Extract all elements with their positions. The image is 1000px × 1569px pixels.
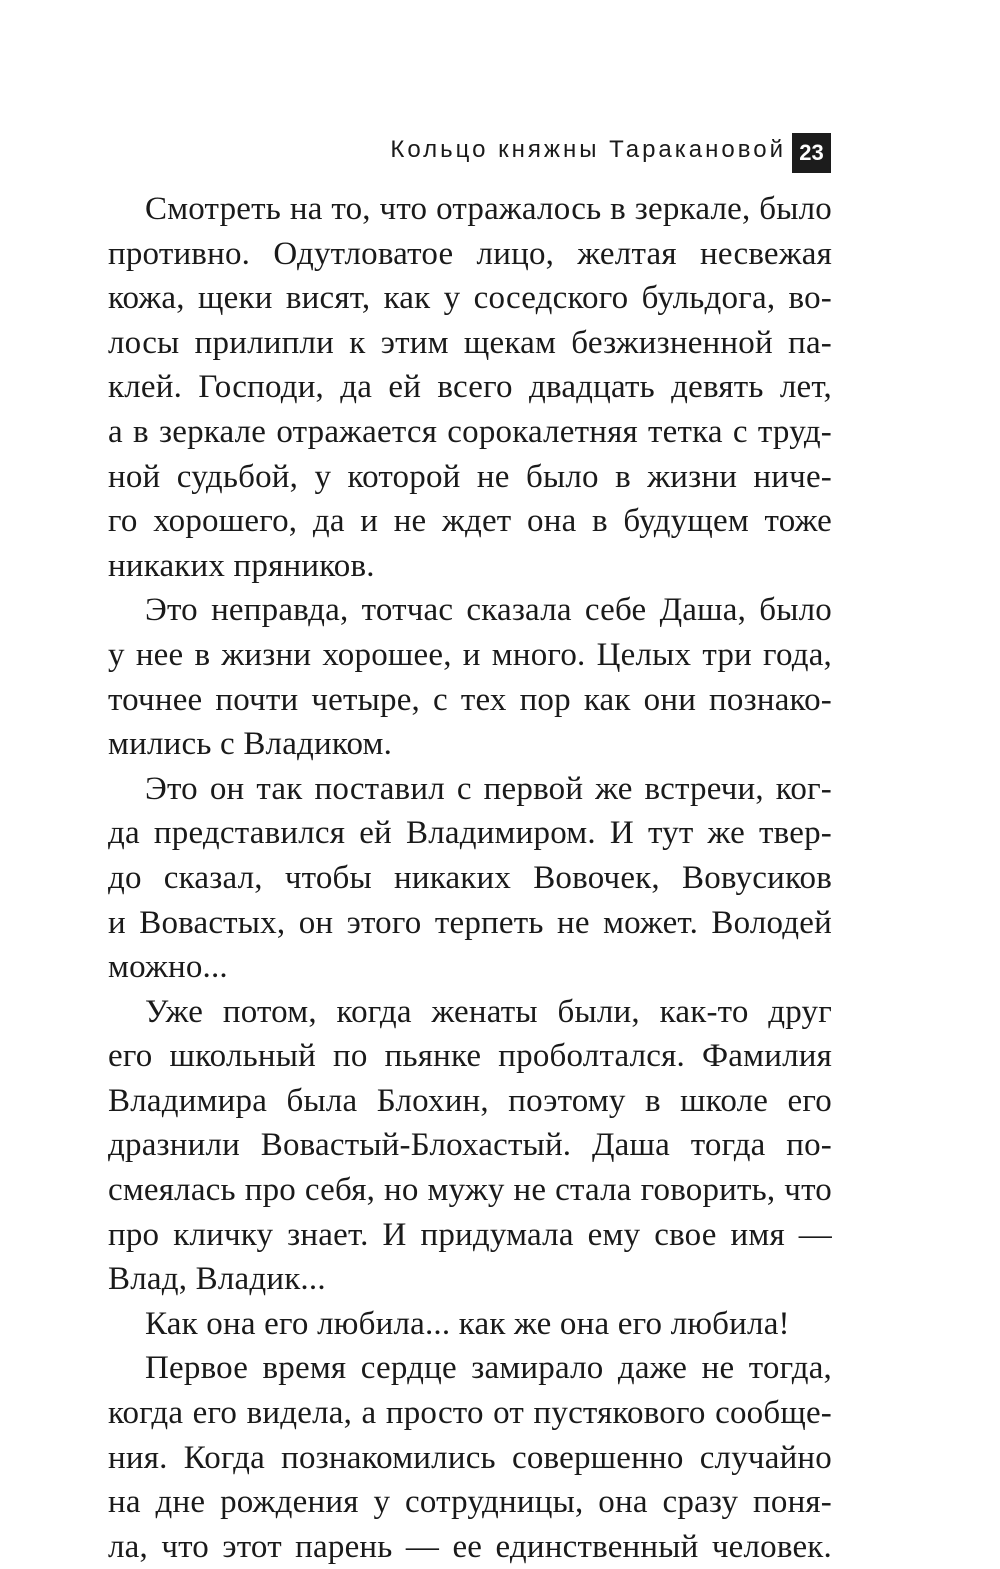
text-line: смеялась про себя, но мужу не стала говорить, что (108, 1172, 832, 1209)
paragraph (108, 588, 832, 766)
text-line: Это неправда, тотчас сказала себе Даша, было (145, 592, 832, 629)
text-line: мились с Владиком. (108, 726, 393, 763)
text-line: ния. Когда познакомились совершенно случайно (108, 1439, 832, 1476)
running-title: Кольцо княжны Таракановой (390, 136, 786, 163)
text-line: а в зеркале отражается сорокалетняя тетка с труд- (108, 413, 832, 450)
text-line: дразнили Вовастый-Блохастый. Даша тогда по- (108, 1127, 832, 1164)
page-number: 23 (792, 133, 831, 173)
text-line: Смотреть на то, что отражалось в зеркале, было (145, 191, 832, 227)
text-line: го хорошего, да и не ждет она в будущем тоже (108, 503, 832, 540)
text-line: Это он так поставил с первой же встречи, ког- (145, 770, 832, 807)
paragraph (108, 1346, 832, 1569)
text-line: и Вовастых, он этого терпеть не может. Володей (108, 904, 832, 941)
text-line: да представился ей Владимиром. И тут же твер- (108, 815, 832, 852)
text-line: противно. Одутловатое лицо, желтая несвежая (108, 235, 832, 272)
text-line: Первое время сердце замирало даже не тогда, (145, 1350, 832, 1387)
text-line: точнее почти четыре, с тех пор как они познако- (108, 681, 832, 718)
text-line: про кличку знает. И придумала ему свое имя — (108, 1216, 832, 1253)
text-line: кожа, щеки висят, как у соседского бульдога, во- (108, 280, 832, 317)
text-line: лосы прилипли к этим щекам безжизненной па- (108, 324, 832, 361)
text-line: ла, что этот парень — ее единственный человек. (108, 1528, 832, 1565)
text-line: его школьный по пьянке проболтался. Фамилия (108, 1038, 832, 1075)
body-text (108, 187, 832, 1569)
text-line: Как она его любила... как же она его любила! (145, 1305, 790, 1342)
paragraph (108, 767, 832, 990)
paragraph (108, 1302, 832, 1347)
text-line: когда его видела, а просто от пустякового сообще- (108, 1395, 832, 1432)
text-line: до сказал, чтобы никаких Вовочек, Вовусиков (108, 859, 832, 896)
text-line: клей. Господи, да ей всего двадцать девять лет, (108, 369, 832, 406)
text-line: можно... (108, 949, 228, 986)
text-line: Владимира была Блохин, поэтому в школе его (108, 1082, 832, 1119)
text-line: ной судьбой, у которой не было в жизни ниче- (108, 458, 832, 495)
paragraph (108, 990, 832, 1302)
text-line: Влад, Владик... (108, 1261, 326, 1298)
paragraph (108, 187, 832, 588)
text-line: на дне рождения у сотрудницы, она сразу поня- (108, 1484, 832, 1521)
text-line: Уже потом, когда женаты были, как-то друг (145, 993, 832, 1030)
text-line: у нее в жизни хорошее, и много. Целых три года, (108, 636, 832, 673)
text-line: никаких пряников. (108, 547, 375, 584)
